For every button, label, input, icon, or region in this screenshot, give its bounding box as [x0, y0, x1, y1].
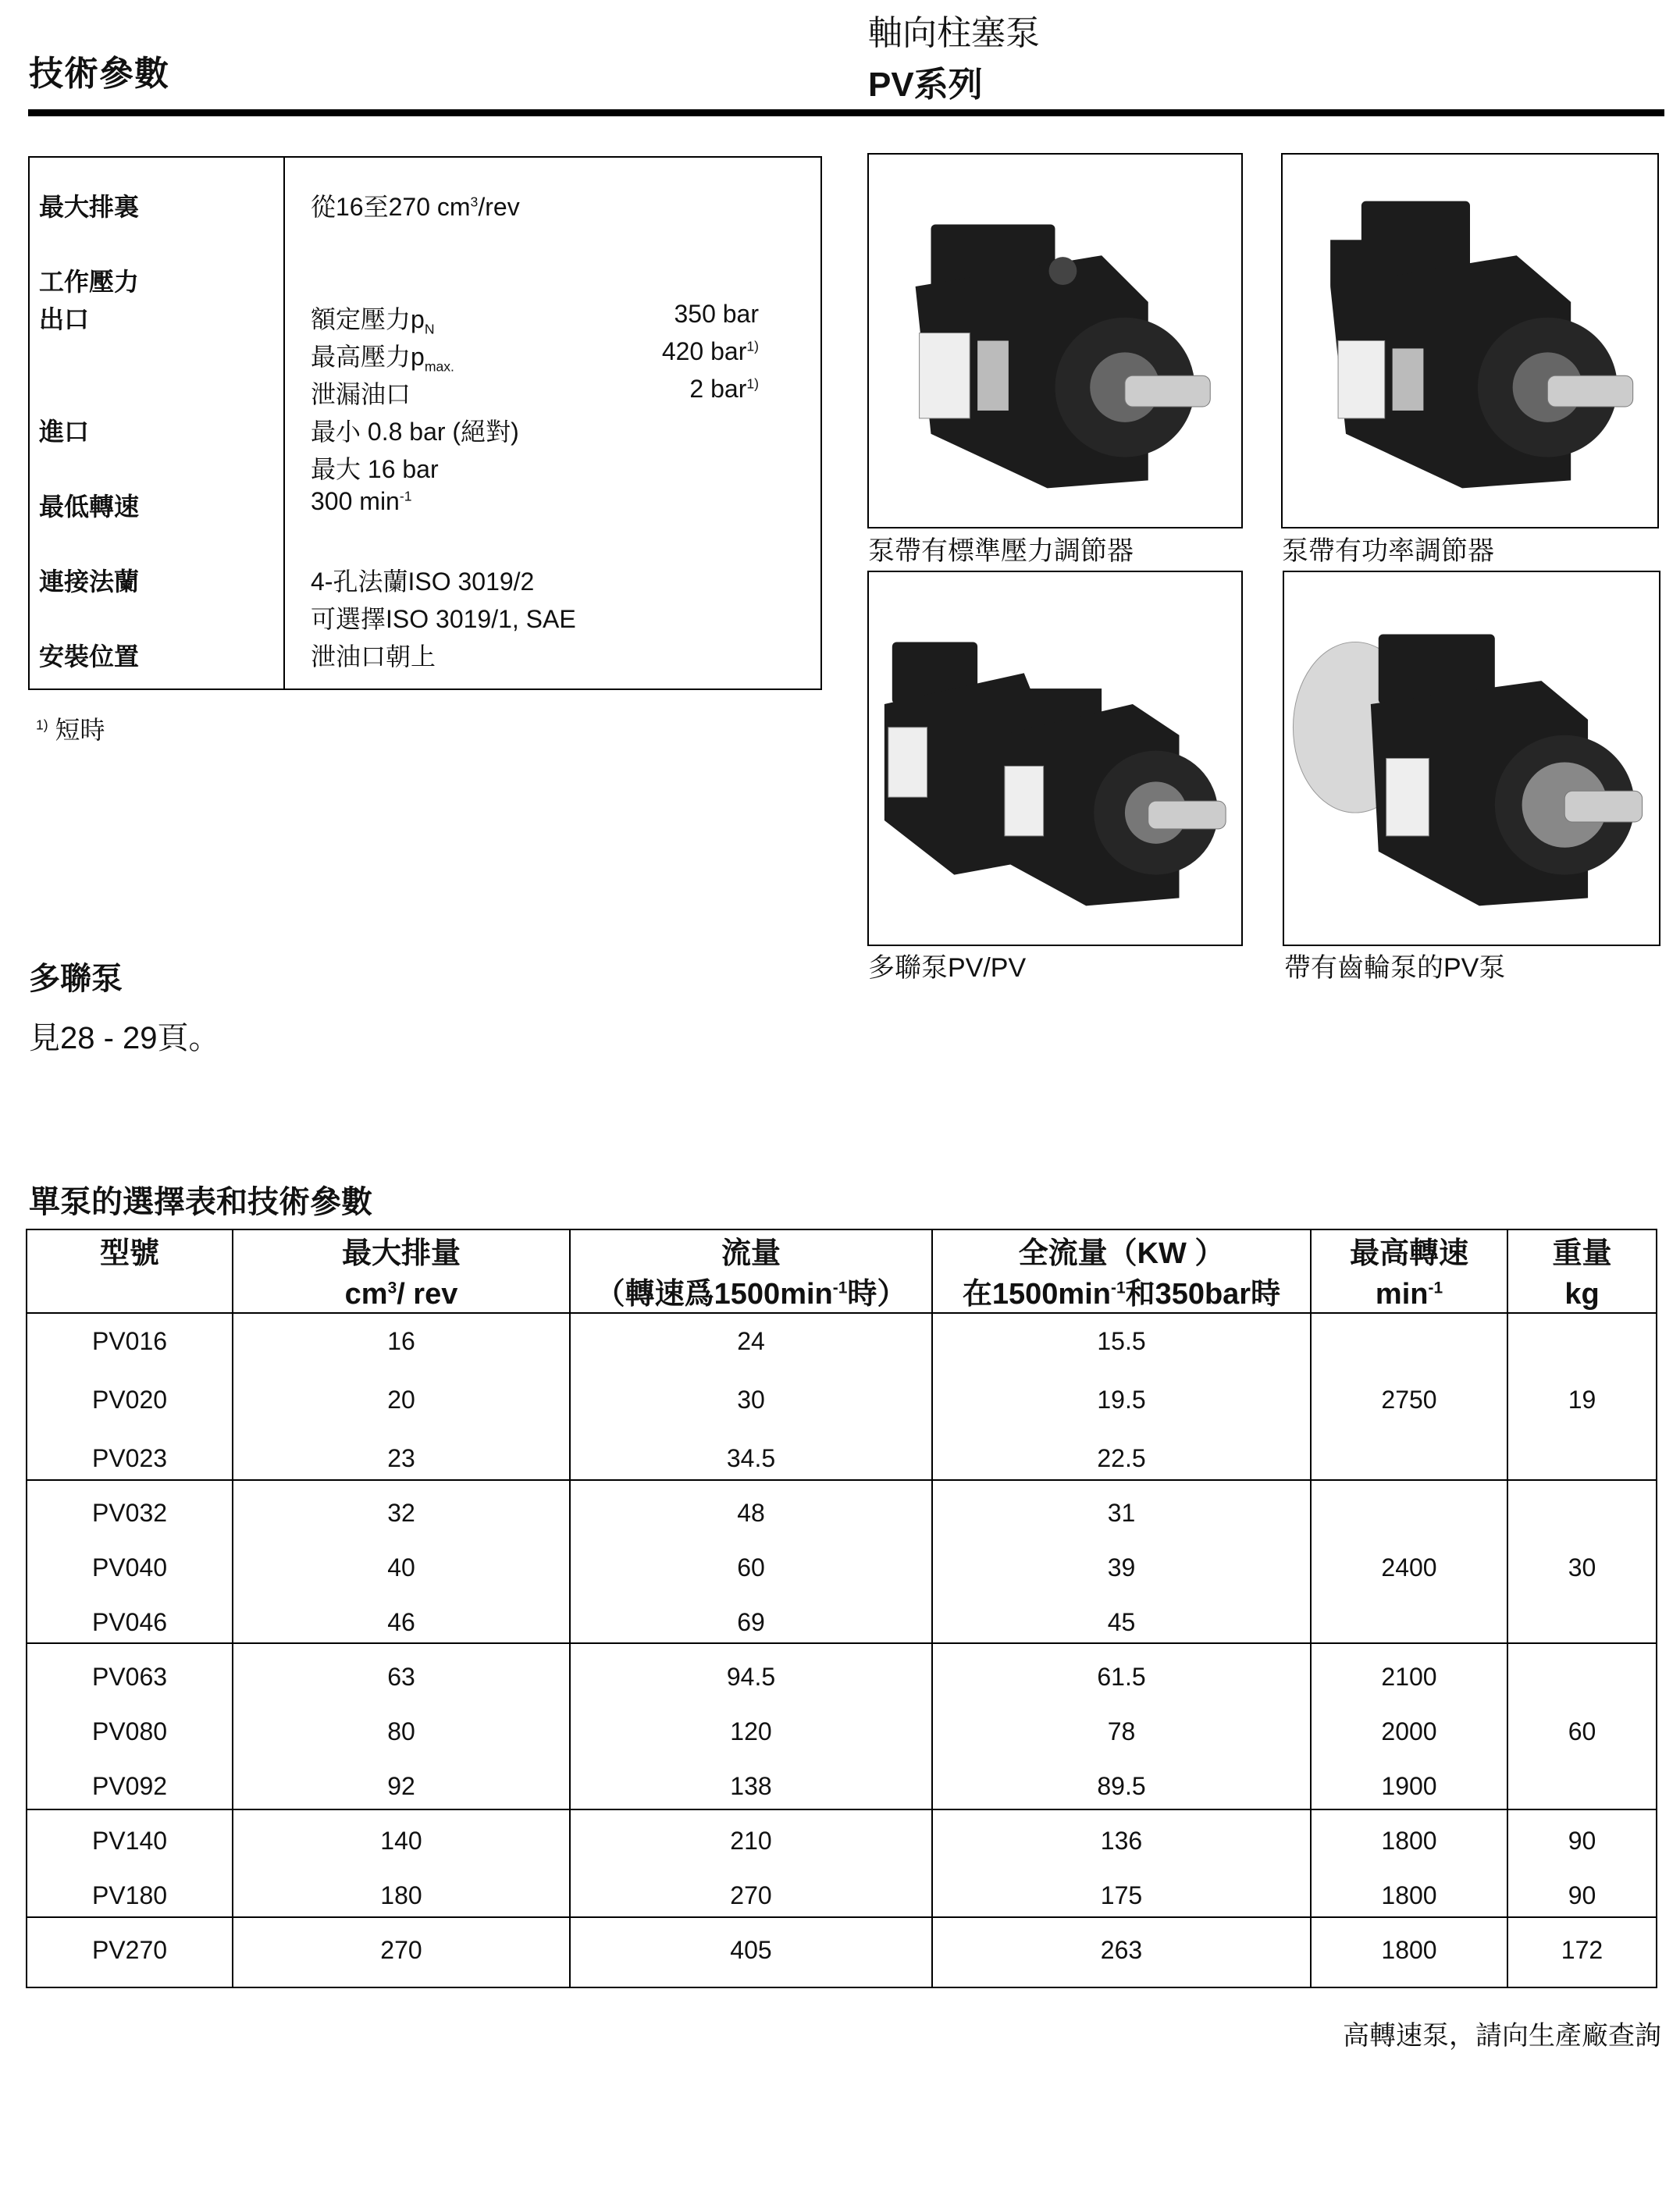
flow-cell: 210: [730, 1827, 772, 1855]
displacement-cell: 180: [380, 1881, 422, 1909]
spec-outlet-label: 出口: [39, 305, 90, 333]
section-title: 技術參數: [29, 55, 169, 93]
displacement-cell: 92: [387, 1772, 415, 1800]
displacement-cell: 32: [387, 1499, 415, 1527]
table-col-divider: [1507, 1229, 1508, 1988]
flow-cell: 30: [737, 1386, 765, 1414]
speed-cell: 1800: [1381, 1827, 1437, 1855]
product-series: PV系列: [868, 66, 983, 104]
model-cell: PV063: [91, 1663, 168, 1691]
weight-cell: 90: [1568, 1827, 1596, 1855]
flow-cell: 94.5: [726, 1663, 776, 1691]
table-group-rule: [26, 1916, 1657, 1918]
power-cell: 263: [1100, 1936, 1143, 1964]
weight-cell: 30: [1568, 1553, 1596, 1582]
col-header-model: 型號: [99, 1237, 159, 1270]
pump-photo-with-gear-pump: [1283, 571, 1660, 946]
photo-caption-pressure-regulator: 泵帶有標準壓力調節器: [868, 536, 1134, 566]
power-cell: 22.5: [1097, 1444, 1146, 1472]
speed-cell: 2750: [1381, 1386, 1437, 1414]
speed-cell: 2100: [1381, 1663, 1437, 1691]
weight-cell: 172: [1561, 1936, 1603, 1964]
flow-cell: 24: [737, 1327, 765, 1355]
displacement-cell: 80: [387, 1717, 415, 1745]
flow-cell: 48: [737, 1499, 765, 1527]
weight-cell: 19: [1568, 1386, 1596, 1414]
spec-inlet-max: 最大 16 bar: [311, 455, 439, 483]
spec-flange-value-2: 可選擇ISO 3019/1, SAE: [311, 605, 576, 633]
power-cell: 175: [1100, 1881, 1143, 1909]
flow-cell: 138: [730, 1772, 772, 1800]
power-cell: 61.5: [1097, 1663, 1146, 1691]
weight-cell: 60: [1568, 1717, 1596, 1745]
displacement-cell: 140: [380, 1827, 422, 1855]
displacement-cell: 270: [380, 1936, 422, 1964]
col-header-displacement: 最大排量 $cm^3/$ rev: [341, 1237, 461, 1311]
model-cell: PV080: [91, 1717, 168, 1745]
spec-max-pressure-label: 最高壓力$p_{max.}$: [311, 343, 454, 375]
flow-cell: 405: [730, 1936, 772, 1964]
displacement-cell: 23: [387, 1444, 415, 1472]
displacement-cell: 16: [387, 1327, 415, 1355]
power-cell: 136: [1100, 1827, 1143, 1855]
header-rule: [28, 109, 1664, 116]
col-header-flow: 流量 （轉速爲$1500\min^{-1}$時）: [595, 1237, 907, 1311]
spec-mount-value: 泄油口朝上: [311, 642, 436, 671]
model-cell: PV020: [91, 1386, 168, 1414]
power-cell: 19.5: [1097, 1386, 1146, 1414]
displacement-cell: 46: [387, 1608, 415, 1636]
model-cell: PV023: [91, 1444, 168, 1472]
model-cell: PV180: [91, 1881, 168, 1909]
speed-cell: 1800: [1381, 1881, 1437, 1909]
spec-min-speed-label: 最低轉速: [39, 493, 140, 521]
model-cell: PV270: [91, 1936, 168, 1964]
power-cell: 31: [1107, 1499, 1136, 1527]
col-header-max-speed: 最高轉速 $\min^{-1}$: [1349, 1237, 1468, 1311]
table-group-rule: [26, 1642, 1657, 1644]
spec-pressure-label: 工作壓力: [39, 268, 140, 296]
spec-drain-label: 泄漏油口: [311, 380, 411, 408]
photo-caption-with-gear-pump: 帶有齒輪泵的PV泵: [1284, 953, 1506, 983]
spec-max-disp-value: 從16至270 $cm^3$/rev: [311, 193, 520, 221]
table-group-rule: [26, 1809, 1657, 1810]
flow-cell: 60: [737, 1553, 765, 1582]
high-speed-note: 高轉速泵，請向生產廠查詢: [1343, 2021, 1661, 2051]
flow-cell: 69: [737, 1608, 765, 1636]
multi-pump-reference: 見28 - 29頁。: [29, 1021, 220, 1055]
spec-inlet-label: 進口: [39, 418, 90, 446]
spec-rated-pressure-value: 350 bar: [674, 300, 759, 328]
speed-cell: 1900: [1381, 1772, 1437, 1800]
table-title: 單泵的選擇表和技術參數: [29, 1185, 372, 1219]
table-group-rule: [26, 1479, 1657, 1481]
speed-cell: 2000: [1381, 1717, 1437, 1745]
table-col-divider: [1310, 1229, 1312, 1988]
spec-min-speed-value: 300 $\min^{-1}$: [311, 487, 412, 515]
flow-cell: 270: [730, 1881, 772, 1909]
spec-max-disp-label: 最大排裏: [39, 193, 140, 221]
speed-cell: 2400: [1381, 1553, 1437, 1582]
displacement-cell: 40: [387, 1553, 415, 1582]
model-cell: PV032: [91, 1499, 168, 1527]
power-cell: 39: [1107, 1553, 1136, 1582]
photo-caption-power-regulator: 泵帶有功率調節器: [1282, 536, 1494, 566]
pump-photo-double-pump: [867, 571, 1243, 946]
speed-cell: 1800: [1381, 1936, 1437, 1964]
multi-pump-title: 多聯泵: [29, 962, 123, 996]
weight-cell: 90: [1568, 1881, 1596, 1909]
spec-flange-label: 連接法蘭: [39, 568, 140, 596]
model-cell: PV040: [91, 1553, 168, 1582]
product-category: 軸向柱塞泵: [868, 14, 1040, 52]
power-cell: 78: [1107, 1717, 1136, 1745]
flow-cell: 120: [730, 1717, 772, 1745]
pump-photo-pressure-regulator: [867, 153, 1243, 528]
spec-inlet-min: 最小 0.8 bar (絕對): [311, 418, 519, 446]
model-cell: PV016: [91, 1327, 168, 1355]
footnote: $^{1)}$ 短時: [36, 716, 105, 744]
col-header-weight: 重量 kg: [1552, 1237, 1612, 1311]
flow-cell: 34.5: [726, 1444, 776, 1472]
spec-flange-value-1: 4-孔法蘭ISO 3019/2: [311, 568, 535, 596]
model-cell: PV140: [91, 1827, 168, 1855]
spec-rated-pressure-label: 額定壓力$p_N$: [311, 305, 435, 337]
model-cell: PV046: [91, 1608, 168, 1636]
photo-caption-double-pump: 多聯泵PV/PV: [868, 953, 1027, 983]
spec-mount-label: 安裝位置: [39, 642, 140, 671]
power-cell: 45: [1107, 1608, 1136, 1636]
col-header-power: 全流量（KW ） 在$1500\min^{-1}$和350bar時: [962, 1237, 1281, 1311]
power-cell: 15.5: [1097, 1327, 1146, 1355]
displacement-cell: 63: [387, 1663, 415, 1691]
model-cell: PV092: [91, 1772, 168, 1800]
power-cell: 89.5: [1097, 1772, 1146, 1800]
spec-divider: [283, 156, 285, 690]
displacement-cell: 20: [387, 1386, 415, 1414]
spec-drain-value: 2 bar$^{1)}$: [689, 375, 759, 403]
spec-max-pressure-value: 420 bar$^{1)}$: [661, 337, 759, 365]
pump-photo-power-regulator: [1281, 153, 1659, 528]
